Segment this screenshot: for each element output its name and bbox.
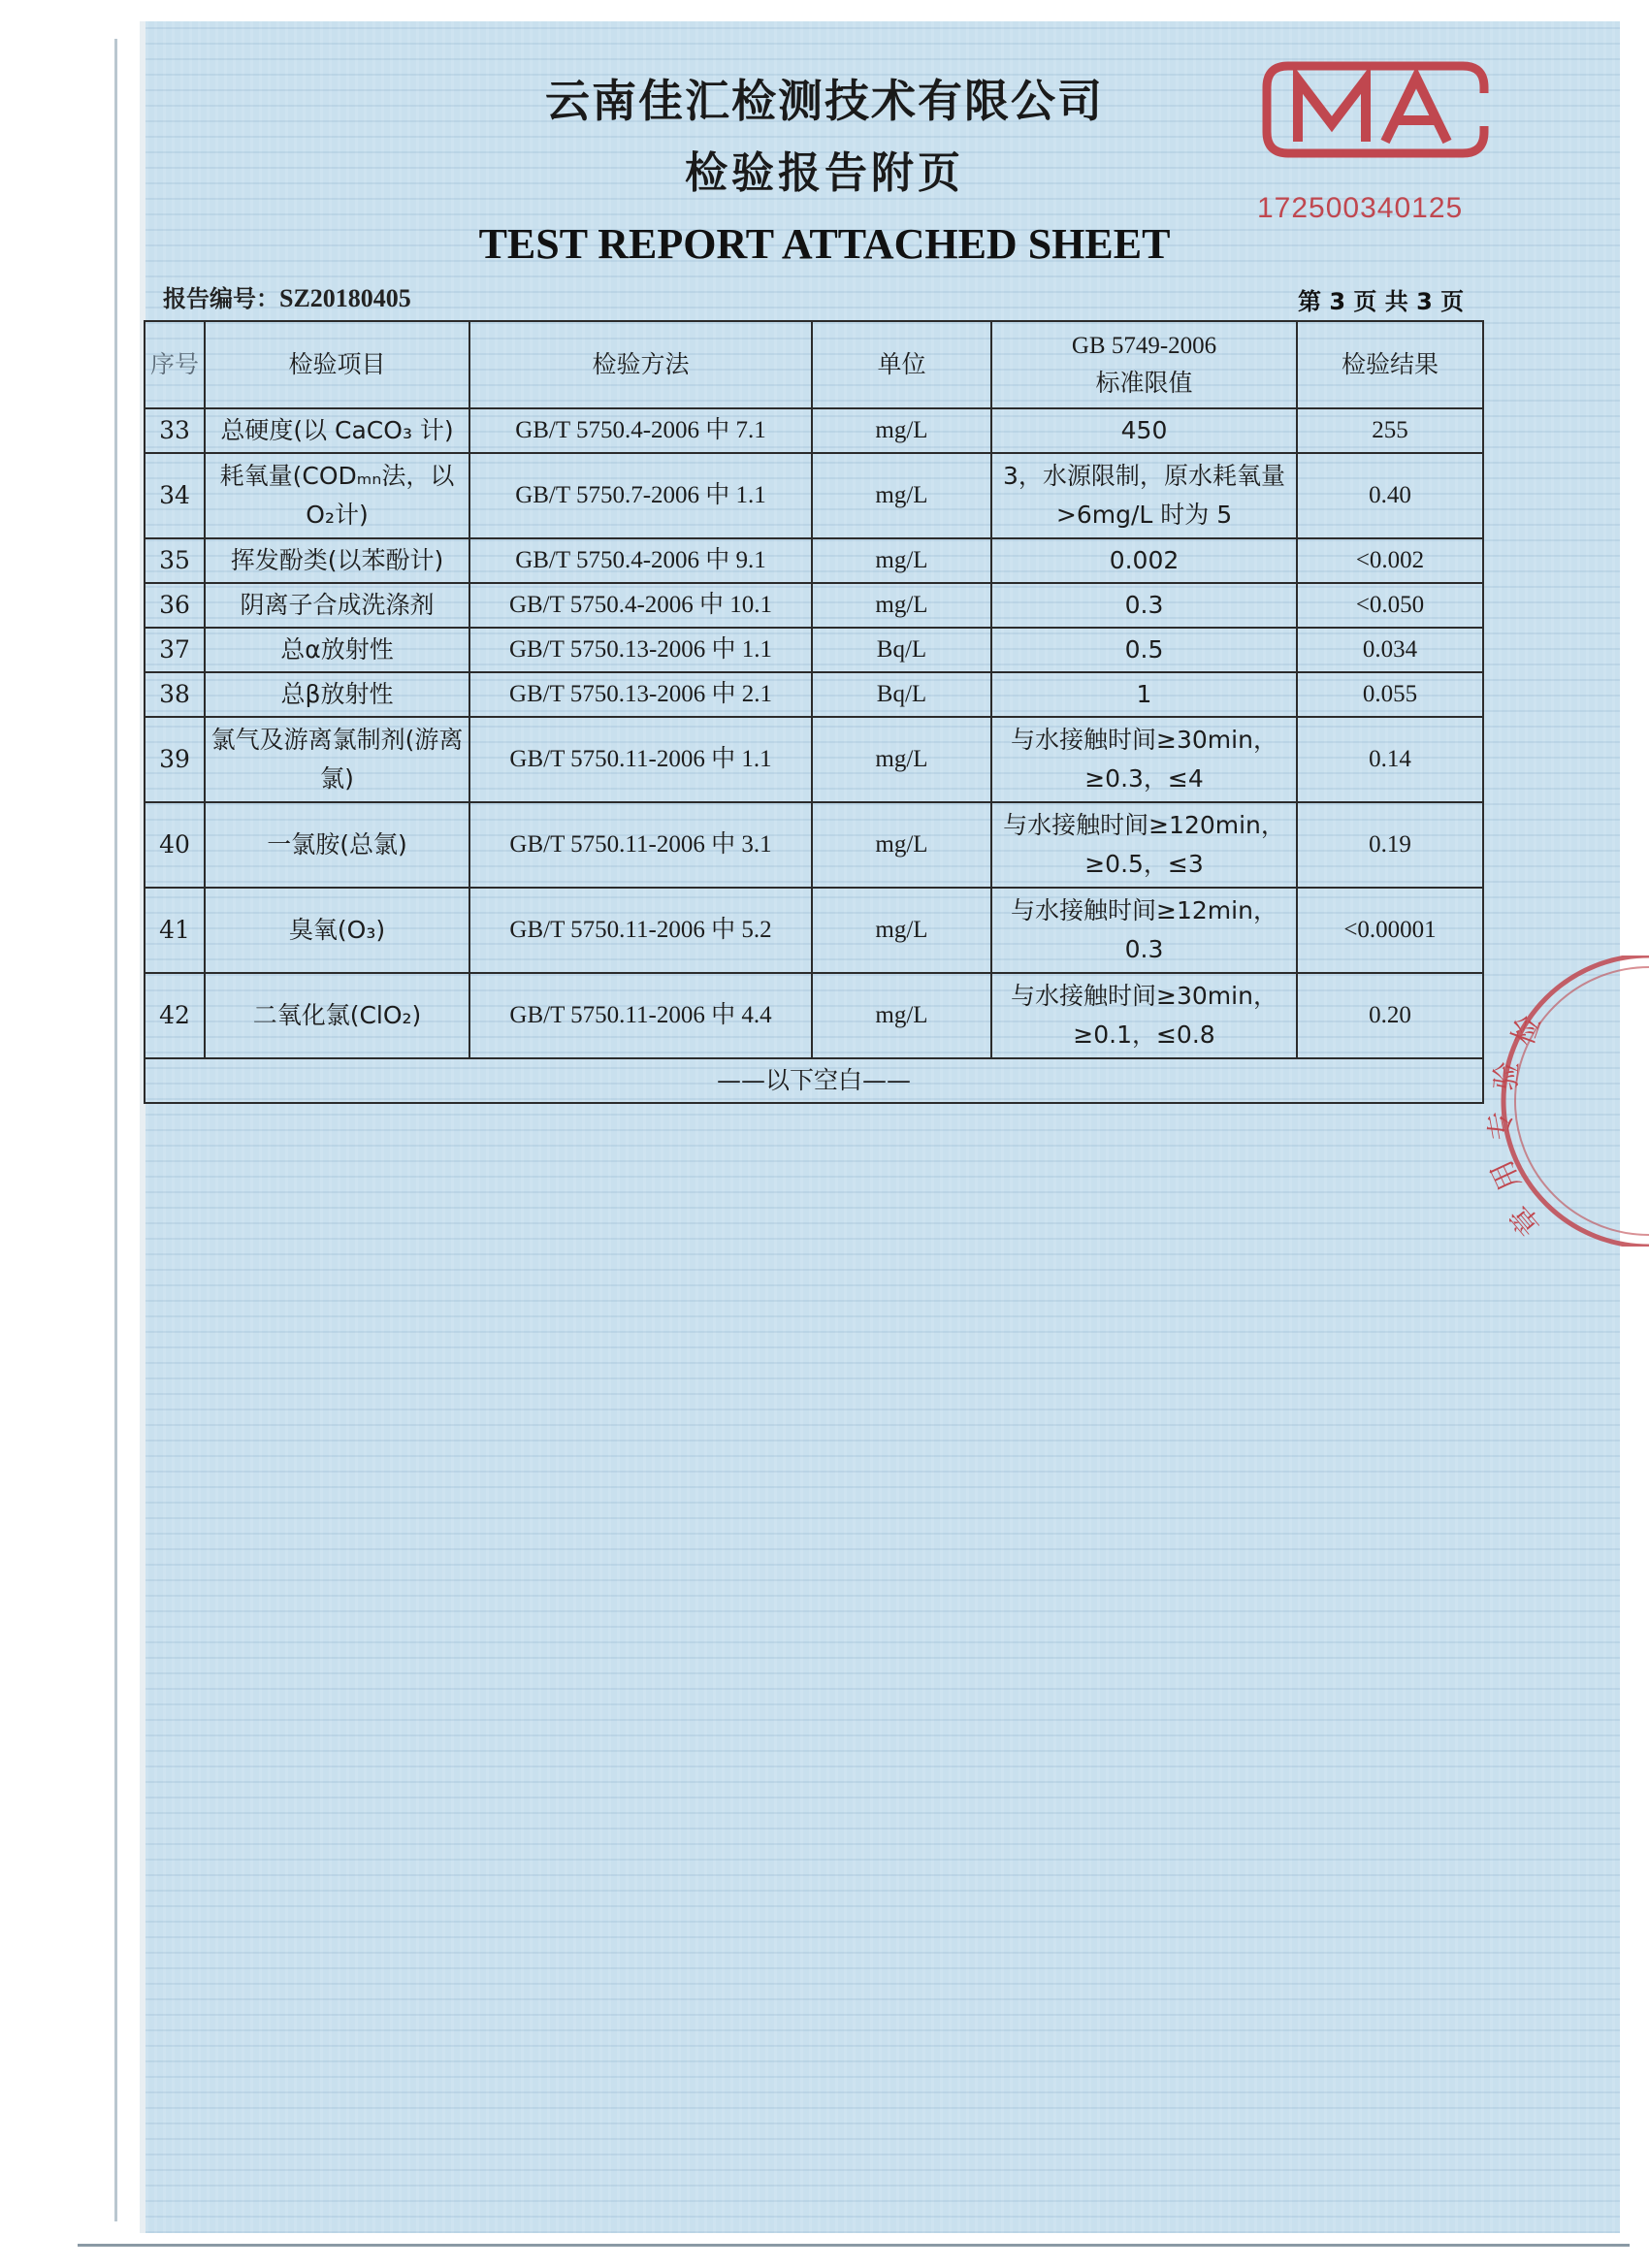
row-standard-limit: 1 bbox=[991, 672, 1297, 717]
page-bottom-edge bbox=[78, 2244, 1630, 2247]
table-row bbox=[145, 802, 1483, 888]
row-test-result: 255 bbox=[1297, 408, 1483, 453]
table-row bbox=[145, 453, 1483, 538]
row-test-method: GB/T 5750.11-2006 中 5.2 bbox=[469, 888, 812, 973]
row-test-item: 一氯胺(总氯) bbox=[205, 802, 469, 888]
row-test-item: 耗氧量(CODₘₙ法，以O₂计) bbox=[205, 453, 469, 538]
svg-text:专: 专 bbox=[1482, 1108, 1521, 1143]
row-index: 35 bbox=[145, 538, 205, 583]
header-method: 检验方法 bbox=[469, 321, 812, 408]
row-test-method: GB/T 5750.11-2006 中 1.1 bbox=[469, 717, 812, 802]
row-unit: Bq/L bbox=[812, 672, 991, 717]
cma-mark-icon bbox=[1259, 56, 1492, 163]
row-test-result: <0.002 bbox=[1297, 538, 1483, 583]
end-of-table-note: ——以下空白—— bbox=[145, 1058, 1483, 1103]
row-test-method: GB/T 5750.11-2006 中 3.1 bbox=[469, 802, 812, 888]
report-number: SZ20180405 bbox=[279, 284, 411, 312]
header-result: 检验结果 bbox=[1297, 321, 1483, 408]
row-test-method: GB/T 5750.11-2006 中 4.4 bbox=[469, 973, 812, 1058]
page-indicator: 第 3 页 共 3 页 bbox=[1298, 288, 1465, 315]
row-unit: mg/L bbox=[812, 802, 991, 888]
row-test-result: 0.14 bbox=[1297, 717, 1483, 802]
row-index: 40 bbox=[145, 802, 205, 888]
report-number-line bbox=[163, 279, 411, 313]
header-limit-standard: GB 5749-2006 bbox=[1071, 333, 1217, 359]
inspection-seal-icon bbox=[1455, 956, 1649, 1247]
row-index: 39 bbox=[145, 717, 205, 802]
report-subtitle: 检验报告附页 bbox=[685, 148, 964, 198]
row-index: 41 bbox=[145, 888, 205, 973]
row-index: 42 bbox=[145, 973, 205, 1058]
row-test-item: 总α放射性 bbox=[205, 628, 469, 672]
row-standard-limit: 0.3 bbox=[991, 583, 1297, 628]
header-unit: 单位 bbox=[812, 321, 991, 408]
report-number-label: 报告编号： bbox=[163, 285, 279, 312]
svg-text:用: 用 bbox=[1484, 1154, 1529, 1196]
row-test-method: GB/T 5750.7-2006 中 1.1 bbox=[469, 453, 812, 538]
table-row bbox=[145, 973, 1483, 1058]
table-row bbox=[145, 888, 1483, 973]
table-row bbox=[145, 672, 1483, 717]
row-standard-limit: 0.5 bbox=[991, 628, 1297, 672]
row-standard-limit: 3，水源限制，原水耗氧量>6mg/L 时为 5 bbox=[991, 453, 1297, 538]
row-test-item: 臭氧(O₃) bbox=[205, 888, 469, 973]
cma-certificate-number: 172500340125 bbox=[1257, 192, 1464, 224]
row-test-item: 总β放射性 bbox=[205, 672, 469, 717]
row-index: 37 bbox=[145, 628, 205, 672]
row-test-method: GB/T 5750.13-2006 中 2.1 bbox=[469, 672, 812, 717]
table-row bbox=[145, 628, 1483, 672]
row-unit: mg/L bbox=[812, 408, 991, 453]
row-test-method: GB/T 5750.4-2006 中 7.1 bbox=[469, 408, 812, 453]
row-test-method: GB/T 5750.4-2006 中 9.1 bbox=[469, 538, 812, 583]
row-unit: mg/L bbox=[812, 888, 991, 973]
row-standard-limit: 0.002 bbox=[991, 538, 1297, 583]
table-end-row bbox=[145, 1058, 1483, 1103]
row-test-method: GB/T 5750.4-2006 中 10.1 bbox=[469, 583, 812, 628]
row-test-item: 氯气及游离氯制剂(游离氯) bbox=[205, 717, 469, 802]
row-index: 34 bbox=[145, 453, 205, 538]
svg-text:检: 检 bbox=[1505, 1011, 1548, 1051]
row-index: 33 bbox=[145, 408, 205, 453]
table-row bbox=[145, 538, 1483, 583]
row-test-item: 总硬度(以 CaCO₃ 计) bbox=[205, 408, 469, 453]
table-row bbox=[145, 717, 1483, 802]
row-standard-limit: 450 bbox=[991, 408, 1297, 453]
header-limit-label: 标准限值 bbox=[1095, 369, 1193, 397]
row-index: 38 bbox=[145, 672, 205, 717]
row-standard-limit: 与水接触时间≥12min，0.3 bbox=[991, 888, 1297, 973]
svg-text:验: 验 bbox=[1489, 1059, 1526, 1092]
row-test-result: 0.20 bbox=[1297, 973, 1483, 1058]
row-test-result: 0.19 bbox=[1297, 802, 1483, 888]
row-test-result: 0.034 bbox=[1297, 628, 1483, 672]
company-name: 云南佳汇检测技术有限公司 bbox=[545, 75, 1104, 127]
table-body bbox=[145, 408, 1483, 1058]
row-test-method: GB/T 5750.13-2006 中 1.1 bbox=[469, 628, 812, 672]
row-unit: mg/L bbox=[812, 973, 991, 1058]
table-header-row bbox=[145, 321, 1483, 408]
report-title-en: TEST REPORT ATTACHED SHEET bbox=[478, 220, 1171, 268]
row-test-item: 二氧化氯(ClO₂) bbox=[205, 973, 469, 1058]
row-index: 36 bbox=[145, 583, 205, 628]
row-standard-limit: 与水接触时间≥30min，≥0.3，≤4 bbox=[991, 717, 1297, 802]
row-standard-limit: 与水接触时间≥120min，≥0.5，≤3 bbox=[991, 802, 1297, 888]
row-unit: Bq/L bbox=[812, 628, 991, 672]
row-test-result: 0.055 bbox=[1297, 672, 1483, 717]
header-item: 检验项目 bbox=[205, 321, 469, 408]
row-unit: mg/L bbox=[812, 717, 991, 802]
row-unit: mg/L bbox=[812, 453, 991, 538]
table-row bbox=[145, 408, 1483, 453]
row-unit: mg/L bbox=[812, 538, 991, 583]
row-test-result: 0.40 bbox=[1297, 453, 1483, 538]
row-test-result: <0.00001 bbox=[1297, 888, 1483, 973]
header-limit bbox=[991, 321, 1297, 408]
row-test-result: <0.050 bbox=[1297, 583, 1483, 628]
row-standard-limit: 与水接触时间≥30min，≥0.1，≤0.8 bbox=[991, 973, 1297, 1058]
row-unit: mg/L bbox=[812, 583, 991, 628]
svg-text:章: 章 bbox=[1504, 1197, 1549, 1243]
binding-fold bbox=[114, 39, 117, 2221]
row-test-item: 挥发酚类(以苯酚计) bbox=[205, 538, 469, 583]
test-results-table bbox=[144, 320, 1484, 1104]
row-test-item: 阴离子合成洗涤剂 bbox=[205, 583, 469, 628]
table-row bbox=[145, 583, 1483, 628]
header-index: 序号 bbox=[145, 321, 205, 408]
